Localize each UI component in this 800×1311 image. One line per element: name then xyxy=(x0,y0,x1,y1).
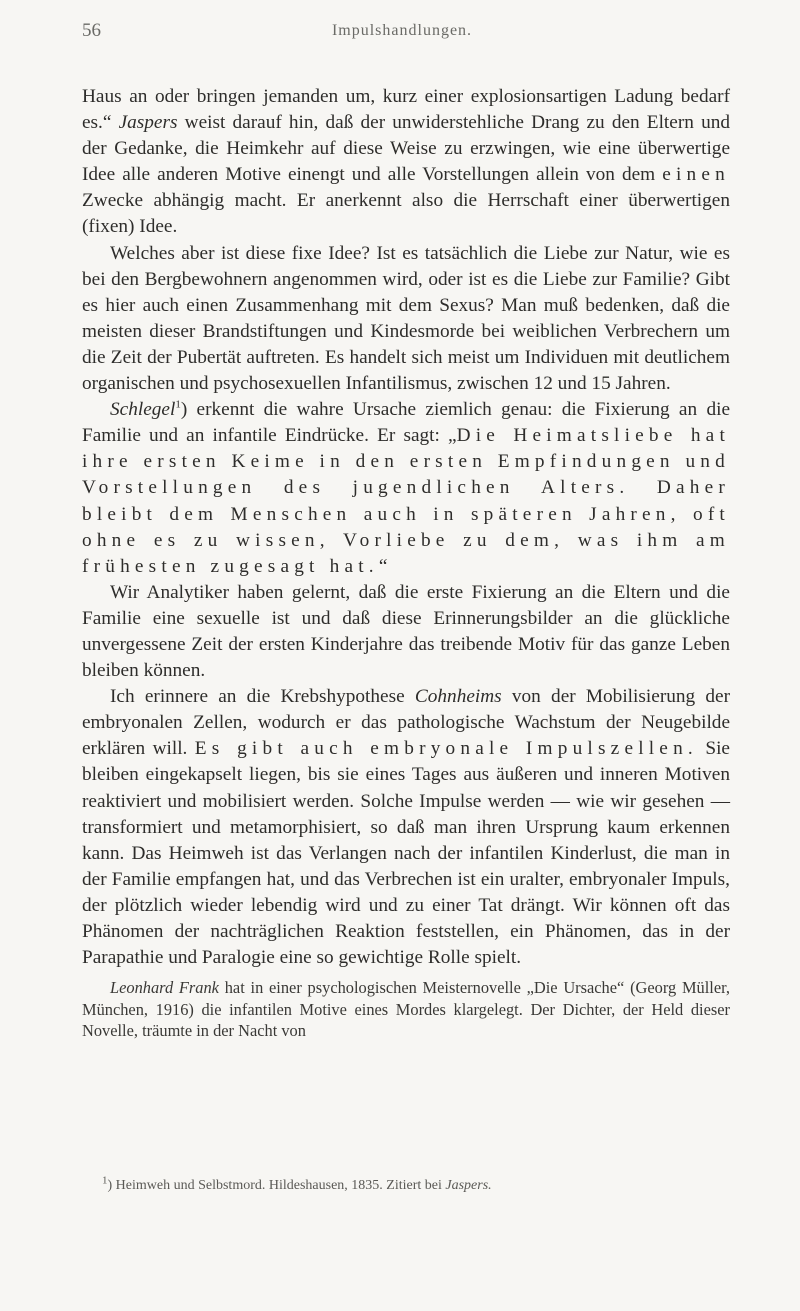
footnote-ref: 1 xyxy=(175,398,181,411)
quotation-spaced: Die Heimatsliebe hat ihre ersten Keime in den ersten Empfindungen und Vorstellungen des jugendlichen Alters. Daher bleibt dem Menschen auch in späteren Jahren, oft ohne es zu wissen, Vorliebe zu dem, was ihm am frühesten zugesagt hat. xyxy=(82,425,731,577)
footnote-citation: Jaspers. xyxy=(445,1178,492,1193)
author-name: Jaspers xyxy=(118,112,178,134)
paragraph-2: Welches aber ist diese fixe Idee? Ist es tatsächlich die Liebe zur Natur, wie es bei den Bergbewohnern angenommen wird, oder ist es die Liebe zur Familie? Gibt es hier auch einen Zusammenhang mit dem Sexus? Man muß bedenken, daß die meisten dieser Brandstiftungen und Kindesmorde bei weiblichen Verbrechern um die Zeit der Pubertät auftreten. Es handelt sich meist um Individuen mit deutlichem organischen und psychosexuellen Infantilismus, zwischen 12 und 15 Jahren. xyxy=(82,242,730,395)
author-name: Cohnheims xyxy=(414,686,502,708)
paragraph-5: Ich erinnere an die Krebshypothese Cohnheims von der Mobilisierung der embryonalen Zellen, wodurch er das pathologische Wachstum der Neugebilde erklären will. Es gibt auch embryonale Impulszellen. Sie bleiben eingekapselt liegen, bis sie eines Tages aus äußeren und inneren Motiven reaktiviert und mobilisiert werden. Solche Impulse werden — wie wir gesehen — transformiert und metamorphisiert, so daß man ihren Ursprung kaum erkennen kann. Das Heimweh ist das Verlangen nach der infantilen Kinderlust, die man in der Familie empfangen hat, und das Verbrechen ist ein uralter, embryonaler Impuls, der plötzlich wieder lebendig wird und zu einer Tat drängt. Wir können oft das Phänomen der nachträglichen Reaktion feststellen, ein Phänomen, das in der Parapathie und Paralogie eine so gewichtige Rolle spielt. xyxy=(82,686,731,969)
paragraph-4: Wir Analytiker haben gelernt, daß die erste Fixierung an die Eltern und die Familie eine sexuelle ist und daß diese Erinnerungsbilder an die glückliche unvergessene Zeit der ersten Kinderjahre das treibende Motiv für das ganze Leben bleiben können. xyxy=(82,581,730,682)
paragraph-small: Leonhard Frank hat in einer psychologischen Meisternovelle „Die Ursache“ (Georg Müller, München, 1916) die infantilen Motive eines Mordes klargelegt. Der Dichter, der Held dieser Novelle, träumte in der Nacht von xyxy=(82,978,731,1041)
main-text xyxy=(82,84,730,1042)
author-name: Leonhard Frank xyxy=(110,978,219,998)
footnote: $^1$) Heimweh und Selbstmord. Hildeshausen, 1835. Zitiert bei Jaspers. xyxy=(102,1174,492,1193)
paragraph-3: Schlegel$^1$) erkennt die wahre Ursache ziemlich genau: die Fixierung an die Familie und an infantile Eindrücke. Er sagt: „Die Heimatsliebe hat ihre ersten Keime in den ersten Empfindungen und Vorstellungen des jugendlichen Alters. Daher bleibt dem Menschen auch in späteren Jahren, oft ohne es zu wissen, Vorliebe zu dem, was ihm am frühesten zugesagt hat.“ xyxy=(82,398,731,577)
page-header xyxy=(82,20,722,46)
emphasis-spaced: einen xyxy=(662,164,730,186)
running-head: Impulshandlungen. xyxy=(331,22,473,39)
paragraph-1: Haus an oder bringen jemanden um, kurz einer explosionsartigen Ladung bedarf es.“ Jaspers weist darauf hin, daß der unwiderstehliche Drang zu den Eltern und der Gedanke, die Heimkehr auf diese Weise zu erzwingen, wie eine überwertige Idee alle anderen Motive einengt und alle Vorstellungen allein von dem einen Zwecke abhängig macht. Er anerkennt also die Herrschaft einer überwertigen (fixen) Idee. xyxy=(82,86,730,238)
author-name: Schlegel xyxy=(110,399,176,421)
emphasis-spaced: Es gibt auch embryonale Impulszellen. xyxy=(194,738,698,760)
page-number: 56 xyxy=(82,20,101,41)
footnote-marker: 1 xyxy=(102,1174,108,1187)
